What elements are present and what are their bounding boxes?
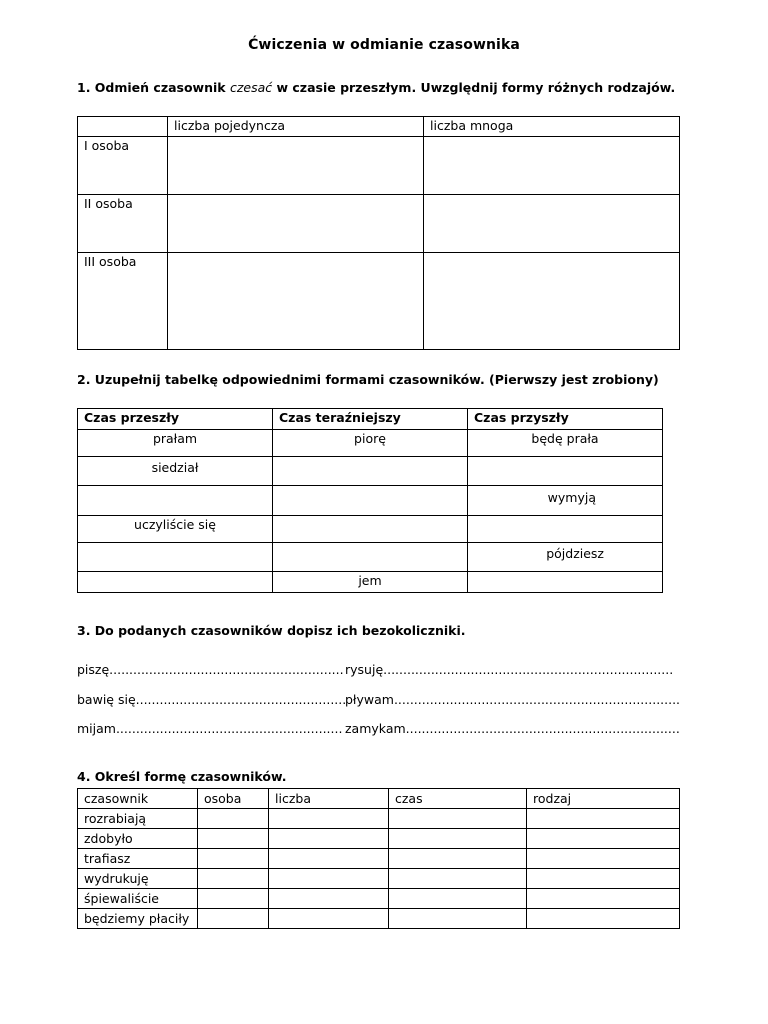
ex1-answer-cell[interactable]: [424, 253, 680, 350]
ex1-heading-verb: czesać: [229, 80, 273, 95]
ex2-cell: jem: [273, 572, 468, 593]
ex4-verb: będziemy płaciły: [78, 909, 198, 929]
ex4-answer-cell[interactable]: [389, 889, 527, 909]
ex2-cell: pójdziesz: [468, 543, 663, 572]
ex2-header-past: Czas przeszły: [78, 409, 273, 430]
ex3-line[interactable]: zamykam.....................................................................: [345, 721, 680, 736]
ex2-answer-cell[interactable]: [468, 516, 663, 543]
ex4-verb: zdobyło: [78, 829, 198, 849]
ex4-header: rodzaj: [527, 789, 680, 809]
ex4-verb: rozrabiają: [78, 809, 198, 829]
page-title: Ćwiczenia w odmianie czasownika: [248, 37, 520, 53]
ex4-answer-cell[interactable]: [527, 849, 680, 869]
ex4-answer-cell[interactable]: [198, 849, 269, 869]
ex4-answer-cell[interactable]: [269, 889, 389, 909]
ex2-heading: 2. Uzupełnij tabelkę odpowiednimi formami czasowników. (Pierwszy jest zrobiony): [77, 372, 659, 387]
ex2-answer-cell[interactable]: [273, 543, 468, 572]
ex4-answer-cell[interactable]: [269, 829, 389, 849]
ex4-answer-cell[interactable]: [198, 869, 269, 889]
ex4-answer-cell[interactable]: [269, 849, 389, 869]
ex3-line[interactable]: pływam........................................................................: [345, 692, 681, 707]
ex4-answer-cell[interactable]: [389, 829, 527, 849]
ex2-answer-cell[interactable]: [78, 572, 273, 593]
ex1-answer-cell[interactable]: [168, 195, 424, 253]
ex1-col-singular: liczba pojedyncza: [168, 117, 424, 137]
ex1-heading-pre: 1. Odmień czasownik: [77, 80, 230, 95]
ex1-row-label: II osoba: [78, 195, 168, 253]
ex4-answer-cell[interactable]: [198, 829, 269, 849]
ex4-header: osoba: [198, 789, 269, 809]
ex2-answer-cell[interactable]: [273, 516, 468, 543]
ex4-answer-cell[interactable]: [269, 809, 389, 829]
ex1-table: [77, 116, 680, 350]
ex4-answer-cell[interactable]: [198, 889, 269, 909]
ex1-answer-cell[interactable]: [168, 253, 424, 350]
ex1-answer-cell[interactable]: [168, 137, 424, 195]
ex1-corner-cell: [78, 117, 168, 137]
ex4-answer-cell[interactable]: [527, 909, 680, 929]
ex1-answer-cell[interactable]: [424, 137, 680, 195]
ex4-answer-cell[interactable]: [527, 869, 680, 889]
ex3-line[interactable]: mijam.........................................................: [77, 721, 343, 736]
ex4-answer-cell[interactable]: [527, 829, 680, 849]
ex1-row-label: I osoba: [78, 137, 168, 195]
ex2-header-present: Czas teraźniejszy: [273, 409, 468, 430]
ex2-answer-cell[interactable]: [78, 543, 273, 572]
ex4-answer-cell[interactable]: [269, 869, 389, 889]
ex4-header: czasownik: [78, 789, 198, 809]
ex4-verb: śpiewaliście: [78, 889, 198, 909]
ex4-answer-cell[interactable]: [198, 809, 269, 829]
ex3-line[interactable]: rysuję.........................................................................: [345, 662, 674, 677]
ex4-answer-cell[interactable]: [198, 909, 269, 929]
ex2-cell: prałam: [78, 430, 273, 457]
ex4-answer-cell[interactable]: [527, 809, 680, 829]
ex2-cell: uczyliście się: [78, 516, 273, 543]
ex4-verb: wydrukuję: [78, 869, 198, 889]
ex4-verb: trafiasz: [78, 849, 198, 869]
ex2-cell: siedział: [78, 457, 273, 486]
ex1-heading-post: w czasie przeszłym. Uwzględnij formy różnych rodzajów.: [272, 80, 676, 95]
ex3-line[interactable]: piszę...........................................................: [77, 662, 344, 677]
ex2-cell: będę prała: [468, 430, 663, 457]
ex2-answer-cell[interactable]: [468, 457, 663, 486]
ex2-answer-cell[interactable]: [273, 486, 468, 516]
ex2-table: [77, 408, 663, 593]
ex2-header-future: Czas przyszły: [468, 409, 663, 430]
ex2-cell: wymyją: [468, 486, 663, 516]
ex4-answer-cell[interactable]: [269, 909, 389, 929]
ex3-heading: 3. Do podanych czasowników dopisz ich bezokoliczniki.: [77, 623, 466, 638]
ex2-cell: piorę: [273, 430, 468, 457]
ex4-header: liczba: [269, 789, 389, 809]
ex4-header: czas: [389, 789, 527, 809]
ex4-answer-cell[interactable]: [527, 889, 680, 909]
ex2-answer-cell[interactable]: [273, 457, 468, 486]
ex2-answer-cell[interactable]: [468, 572, 663, 593]
ex4-answer-cell[interactable]: [389, 849, 527, 869]
ex1-answer-cell[interactable]: [424, 195, 680, 253]
ex2-answer-cell[interactable]: [78, 486, 273, 516]
ex4-answer-cell[interactable]: [389, 909, 527, 929]
ex4-table: [77, 788, 680, 929]
ex4-answer-cell[interactable]: [389, 869, 527, 889]
ex1-row-label: III osoba: [78, 253, 168, 350]
ex4-answer-cell[interactable]: [389, 809, 527, 829]
ex3-line[interactable]: bawię się.....................................................: [77, 692, 347, 707]
ex4-heading: 4. Określ formę czasowników.: [77, 769, 287, 784]
ex1-col-plural: liczba mnoga: [424, 117, 680, 137]
ex1-heading: [77, 80, 675, 95]
